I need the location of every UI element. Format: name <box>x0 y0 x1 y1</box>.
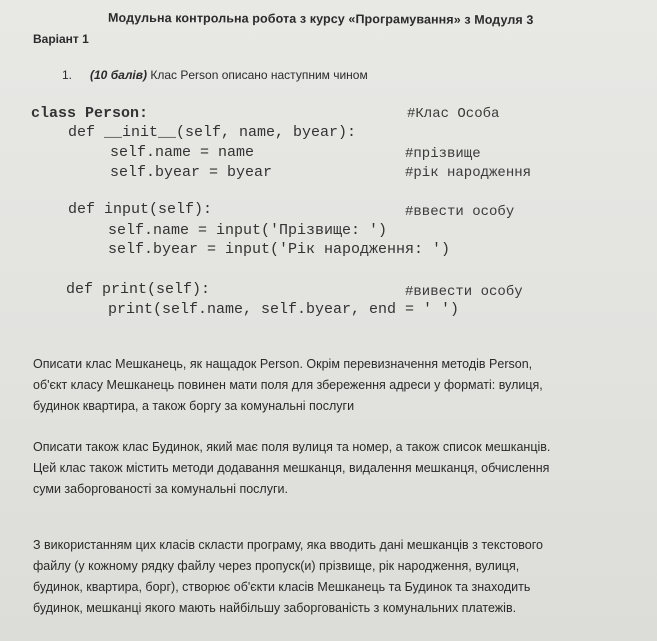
code-line-class: class Person: <box>31 105 149 122</box>
paragraph-line: З використанням цих класів скласти програму, яка вводить дані мешканців з текстового <box>33 538 543 552</box>
code-line-name: self.name = name <box>110 144 255 161</box>
task-points: (10 балів) <box>90 68 147 82</box>
paragraph-line: суми заборгованості за комунальні послуги. <box>33 482 288 496</box>
paragraph-line: файлу (у кожному рядку файлу через пропуск(и) прізвище, рік народження, вулиця, <box>33 559 520 573</box>
code-line-input-name: self.name = input('Прізвище: ') <box>108 222 388 239</box>
paragraph-line: об'єкт класу Мешканець повинен мати поля для збереження адреси у форматі: вулиця, <box>33 378 543 392</box>
task-heading <box>62 68 368 82</box>
paragraph-line: Цей клас також містить методи додавання мешканця, видалення мешканця, обчислення <box>33 461 550 475</box>
variant-label: Варіант 1 <box>33 32 89 46</box>
paragraph-line: будинок квартира, а також боргу за комунальні послуги <box>33 399 355 413</box>
paragraph-resident <box>33 354 638 417</box>
task-number: 1. <box>62 68 73 82</box>
paragraph-line: Описати також клас Будинок, який має поля вулиця та номер, а також список мешканців. <box>33 440 551 454</box>
task-text: Клас Person описано наступним чином <box>150 68 368 82</box>
code-line-input-def: def input(self): <box>68 201 213 218</box>
code-line-print-def: def print(self): <box>66 281 211 298</box>
code-comment-class: #Клас Особа <box>407 106 500 122</box>
paragraph-line: Описати клас Мешканець, як нащадок Person. Окрім перевизначення методів Person, <box>33 357 533 371</box>
paragraph-program <box>33 535 638 619</box>
code-comment-print: #вивести особу <box>405 284 523 300</box>
paragraph-line: будинок, мешканці якого мають найбільшу заборгованість з комунальних платежів. <box>33 601 517 615</box>
code-comment-name: #прізвище <box>405 146 481 162</box>
paragraph-line: будинок, квартира, борг), створює об'єкти класів Мешканець та Будинок та знаходить <box>33 580 531 594</box>
paragraph-building <box>33 437 638 500</box>
code-line-init: def __init__(self, name, byear): <box>68 124 357 141</box>
code-line-print-call: print(self.name, self.byear, end = ' ') <box>108 301 460 318</box>
document-title: Модульна контрольна робота з курсу «Програмування» з Модуля 3 <box>107 10 534 28</box>
code-line-byear: self.byear = byear <box>110 164 273 181</box>
code-line-input-byear: self.byear = input('Рік народження: ') <box>108 241 451 258</box>
code-comment-input: #ввести особу <box>405 204 515 220</box>
code-comment-byear: #рік народження <box>405 165 532 181</box>
